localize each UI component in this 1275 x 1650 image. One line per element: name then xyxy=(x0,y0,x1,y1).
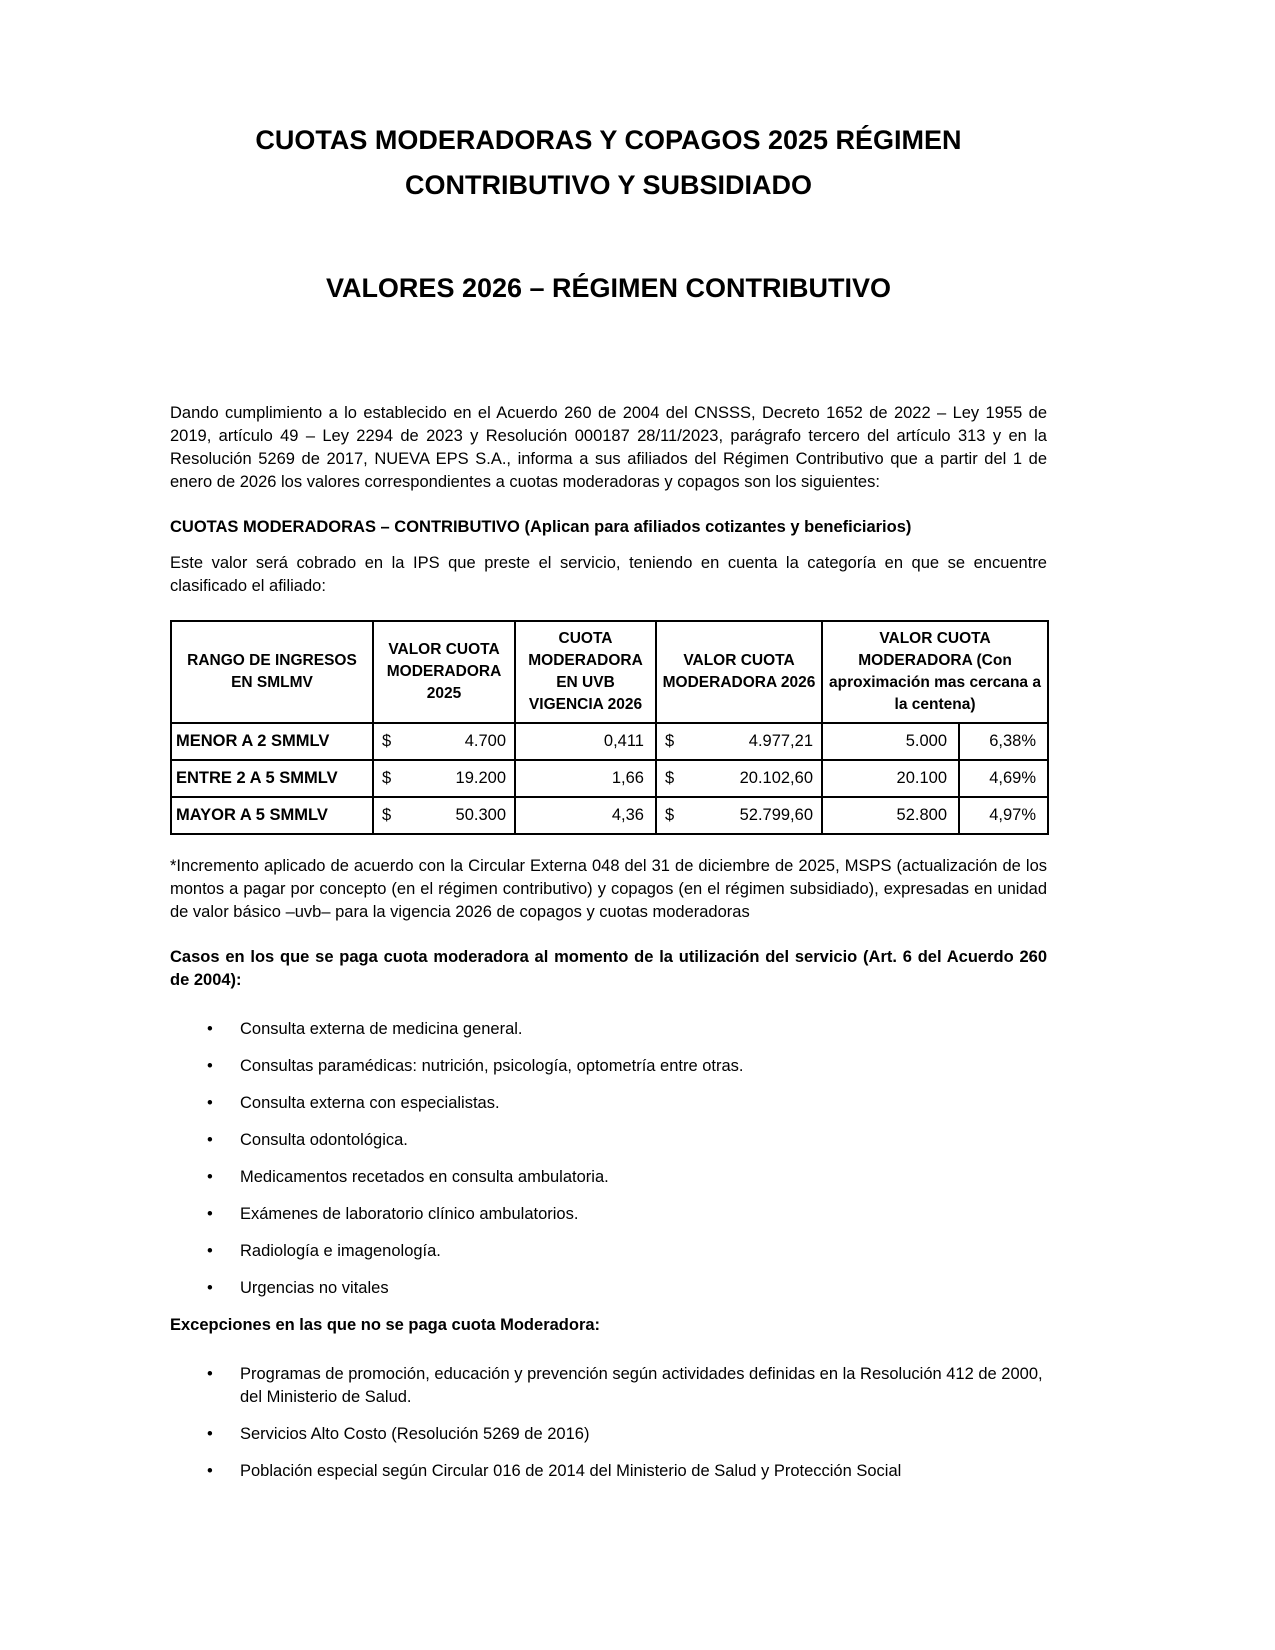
valor-2025-cell xyxy=(373,760,515,797)
list-item xyxy=(207,1166,1047,1189)
valor-2025-cell xyxy=(373,723,515,760)
currency-symbol: $ xyxy=(382,806,392,824)
porcentaje-cell: 6,38% xyxy=(959,723,1048,760)
list-item-text: Urgencias no vitales xyxy=(240,1279,389,1297)
uvb-cell: 1,66 xyxy=(515,760,656,797)
table-row xyxy=(171,760,1048,797)
list-item-text: Consultas paramédicas: nutrición, psicología, optometría entre otras. xyxy=(240,1057,744,1075)
casos-heading: Casos en los que se paga cuota moderadora al momento de la utilización del servicio (Art. 6 del Acuerdo 260 de 2004): xyxy=(170,948,1047,989)
currency-symbol: $ xyxy=(382,769,392,787)
valor-aproximado-cell: 52.800 xyxy=(822,797,959,834)
currency-symbol: $ xyxy=(665,806,675,824)
excepciones-list xyxy=(207,1363,1047,1483)
valor-2025-value: 4.700 xyxy=(464,732,506,750)
cuotas-moderadoras-table xyxy=(170,620,1049,835)
list-item xyxy=(207,1423,1047,1446)
bullet-icon: • xyxy=(207,1425,213,1443)
list-item-text: Medicamentos recetados en consulta ambulatoria. xyxy=(240,1168,609,1186)
bullet-icon: • xyxy=(207,1365,213,1383)
bullet-icon: • xyxy=(207,1094,213,1112)
cuotas-section-heading: CUOTAS MODERADORAS – CONTRIBUTIVO (Aplican para afiliados cotizantes y beneficiarios) xyxy=(170,518,912,536)
porcentaje-cell: 4,97% xyxy=(959,797,1048,834)
footnote-paragraph: *Incremento aplicado de acuerdo con la Circular Externa 048 del 31 de diciembre de 2025, MSPS (actualización de los montos a pagar por concepto (en el régimen contributivo) y copagos (en el régimen subsidiado), expresadas en unidad de valor básico –uvb– para la vigencia 2026 de copagos y cuotas moderadoras xyxy=(170,857,1047,921)
currency-symbol: $ xyxy=(382,732,392,750)
bullet-icon: • xyxy=(207,1020,213,1038)
rango-cell: MENOR A 2 SMMLV xyxy=(171,723,373,760)
valor-2026-cell xyxy=(656,760,822,797)
valor-aproximado-cell: 20.100 xyxy=(822,760,959,797)
header-rango: RANGO DE INGRESOS EN SMLMV xyxy=(171,621,373,723)
list-item xyxy=(207,1092,1047,1115)
header-valor-aproximado: VALOR CUOTA MODERADORA (Con aproximación mas cercana a la centena) xyxy=(822,621,1048,723)
rango-cell: MAYOR A 5 SMMLV xyxy=(171,797,373,834)
currency-symbol: $ xyxy=(665,732,675,750)
cuotas-description: Este valor será cobrado en la IPS que preste el servicio, teniendo en cuenta la categoría en que se encuentre clasificado el afiliado: xyxy=(170,554,1047,595)
valor-2026-value: 52.799,60 xyxy=(739,806,813,824)
document-content xyxy=(170,118,1047,1497)
table-row xyxy=(171,723,1048,760)
list-item-text: Servicios Alto Costo (Resolución 5269 de 2016) xyxy=(240,1425,590,1443)
list-item-text: Población especial según Circular 016 de 2014 del Ministerio de Salud y Protección Social xyxy=(240,1462,902,1480)
valor-2026-cell xyxy=(656,797,822,834)
currency-symbol: $ xyxy=(665,769,675,787)
bullet-icon: • xyxy=(207,1205,213,1223)
list-item xyxy=(207,1018,1047,1041)
valor-2025-cell xyxy=(373,797,515,834)
list-item xyxy=(207,1240,1047,1263)
header-valor-2025: VALOR CUOTA MODERADORA 2025 xyxy=(373,621,515,723)
list-item-text: Programas de promoción, educación y prevención según actividades definidas en la Resolución 412 de 2000, del Ministerio de Salud. xyxy=(240,1365,1043,1406)
list-item xyxy=(207,1277,1047,1300)
list-item xyxy=(207,1055,1047,1078)
valor-2025-value: 19.200 xyxy=(455,769,506,787)
header-valor-2026: VALOR CUOTA MODERADORA 2026 xyxy=(656,621,822,723)
intro-paragraph: Dando cumplimiento a lo establecido en el Acuerdo 260 de 2004 del CNSSS, Decreto 1652 de 2022 – Ley 1955 de 2019, artículo 49 – Ley 2294 de 2023 y Resolución 000187 28/11/2023, parágrafo tercero del artículo 313 y en la Resolución 5269 de 2017, NUEVA EPS S.A., informa a sus afiliados del Régimen Contributivo que a partir del 1 de enero de 2026 los valores correspondientes a cuotas moderadoras y copagos son los siguientes: xyxy=(170,404,1047,491)
porcentaje-cell: 4,69% xyxy=(959,760,1048,797)
list-item-text: Consulta externa de medicina general. xyxy=(240,1020,523,1038)
valor-2026-value: 4.977,21 xyxy=(748,732,813,750)
list-item-text: Consulta odontológica. xyxy=(240,1131,408,1149)
document-title: CUOTAS MODERADORAS Y COPAGOS 2025 RÉGIMEN CONTRIBUTIVO Y SUBSIDIADO xyxy=(255,125,962,200)
list-item xyxy=(207,1363,1047,1409)
uvb-cell: 4,36 xyxy=(515,797,656,834)
document-subtitle: VALORES 2026 – RÉGIMEN CONTRIBUTIVO xyxy=(325,273,892,303)
valor-aproximado-cell: 5.000 xyxy=(822,723,959,760)
table-header-row xyxy=(171,621,1048,723)
uvb-cell: 0,411 xyxy=(515,723,656,760)
bullet-icon: • xyxy=(207,1131,213,1149)
header-uvb-2026: CUOTA MODERADORA EN UVB VIGENCIA 2026 xyxy=(515,621,656,723)
list-item xyxy=(207,1129,1047,1152)
bullet-icon: • xyxy=(207,1168,213,1186)
bullet-icon: • xyxy=(207,1057,213,1075)
list-item-text: Consulta externa con especialistas. xyxy=(240,1094,500,1112)
bullet-icon: • xyxy=(207,1242,213,1260)
excepciones-heading: Excepciones en las que no se paga cuota Moderadora: xyxy=(170,1316,601,1334)
valor-2026-cell xyxy=(656,723,822,760)
bullet-icon: • xyxy=(207,1462,213,1480)
list-item xyxy=(207,1203,1047,1226)
casos-list xyxy=(207,1018,1047,1300)
list-item xyxy=(207,1460,1047,1483)
table-row xyxy=(171,797,1048,834)
valor-2025-value: 50.300 xyxy=(455,806,506,824)
rango-cell: ENTRE 2 A 5 SMMLV xyxy=(171,760,373,797)
bullet-icon: • xyxy=(207,1279,213,1297)
valor-2026-value: 20.102,60 xyxy=(739,769,813,787)
list-item-text: Radiología e imagenología. xyxy=(240,1242,441,1260)
list-item-text: Exámenes de laboratorio clínico ambulatorios. xyxy=(240,1205,579,1223)
